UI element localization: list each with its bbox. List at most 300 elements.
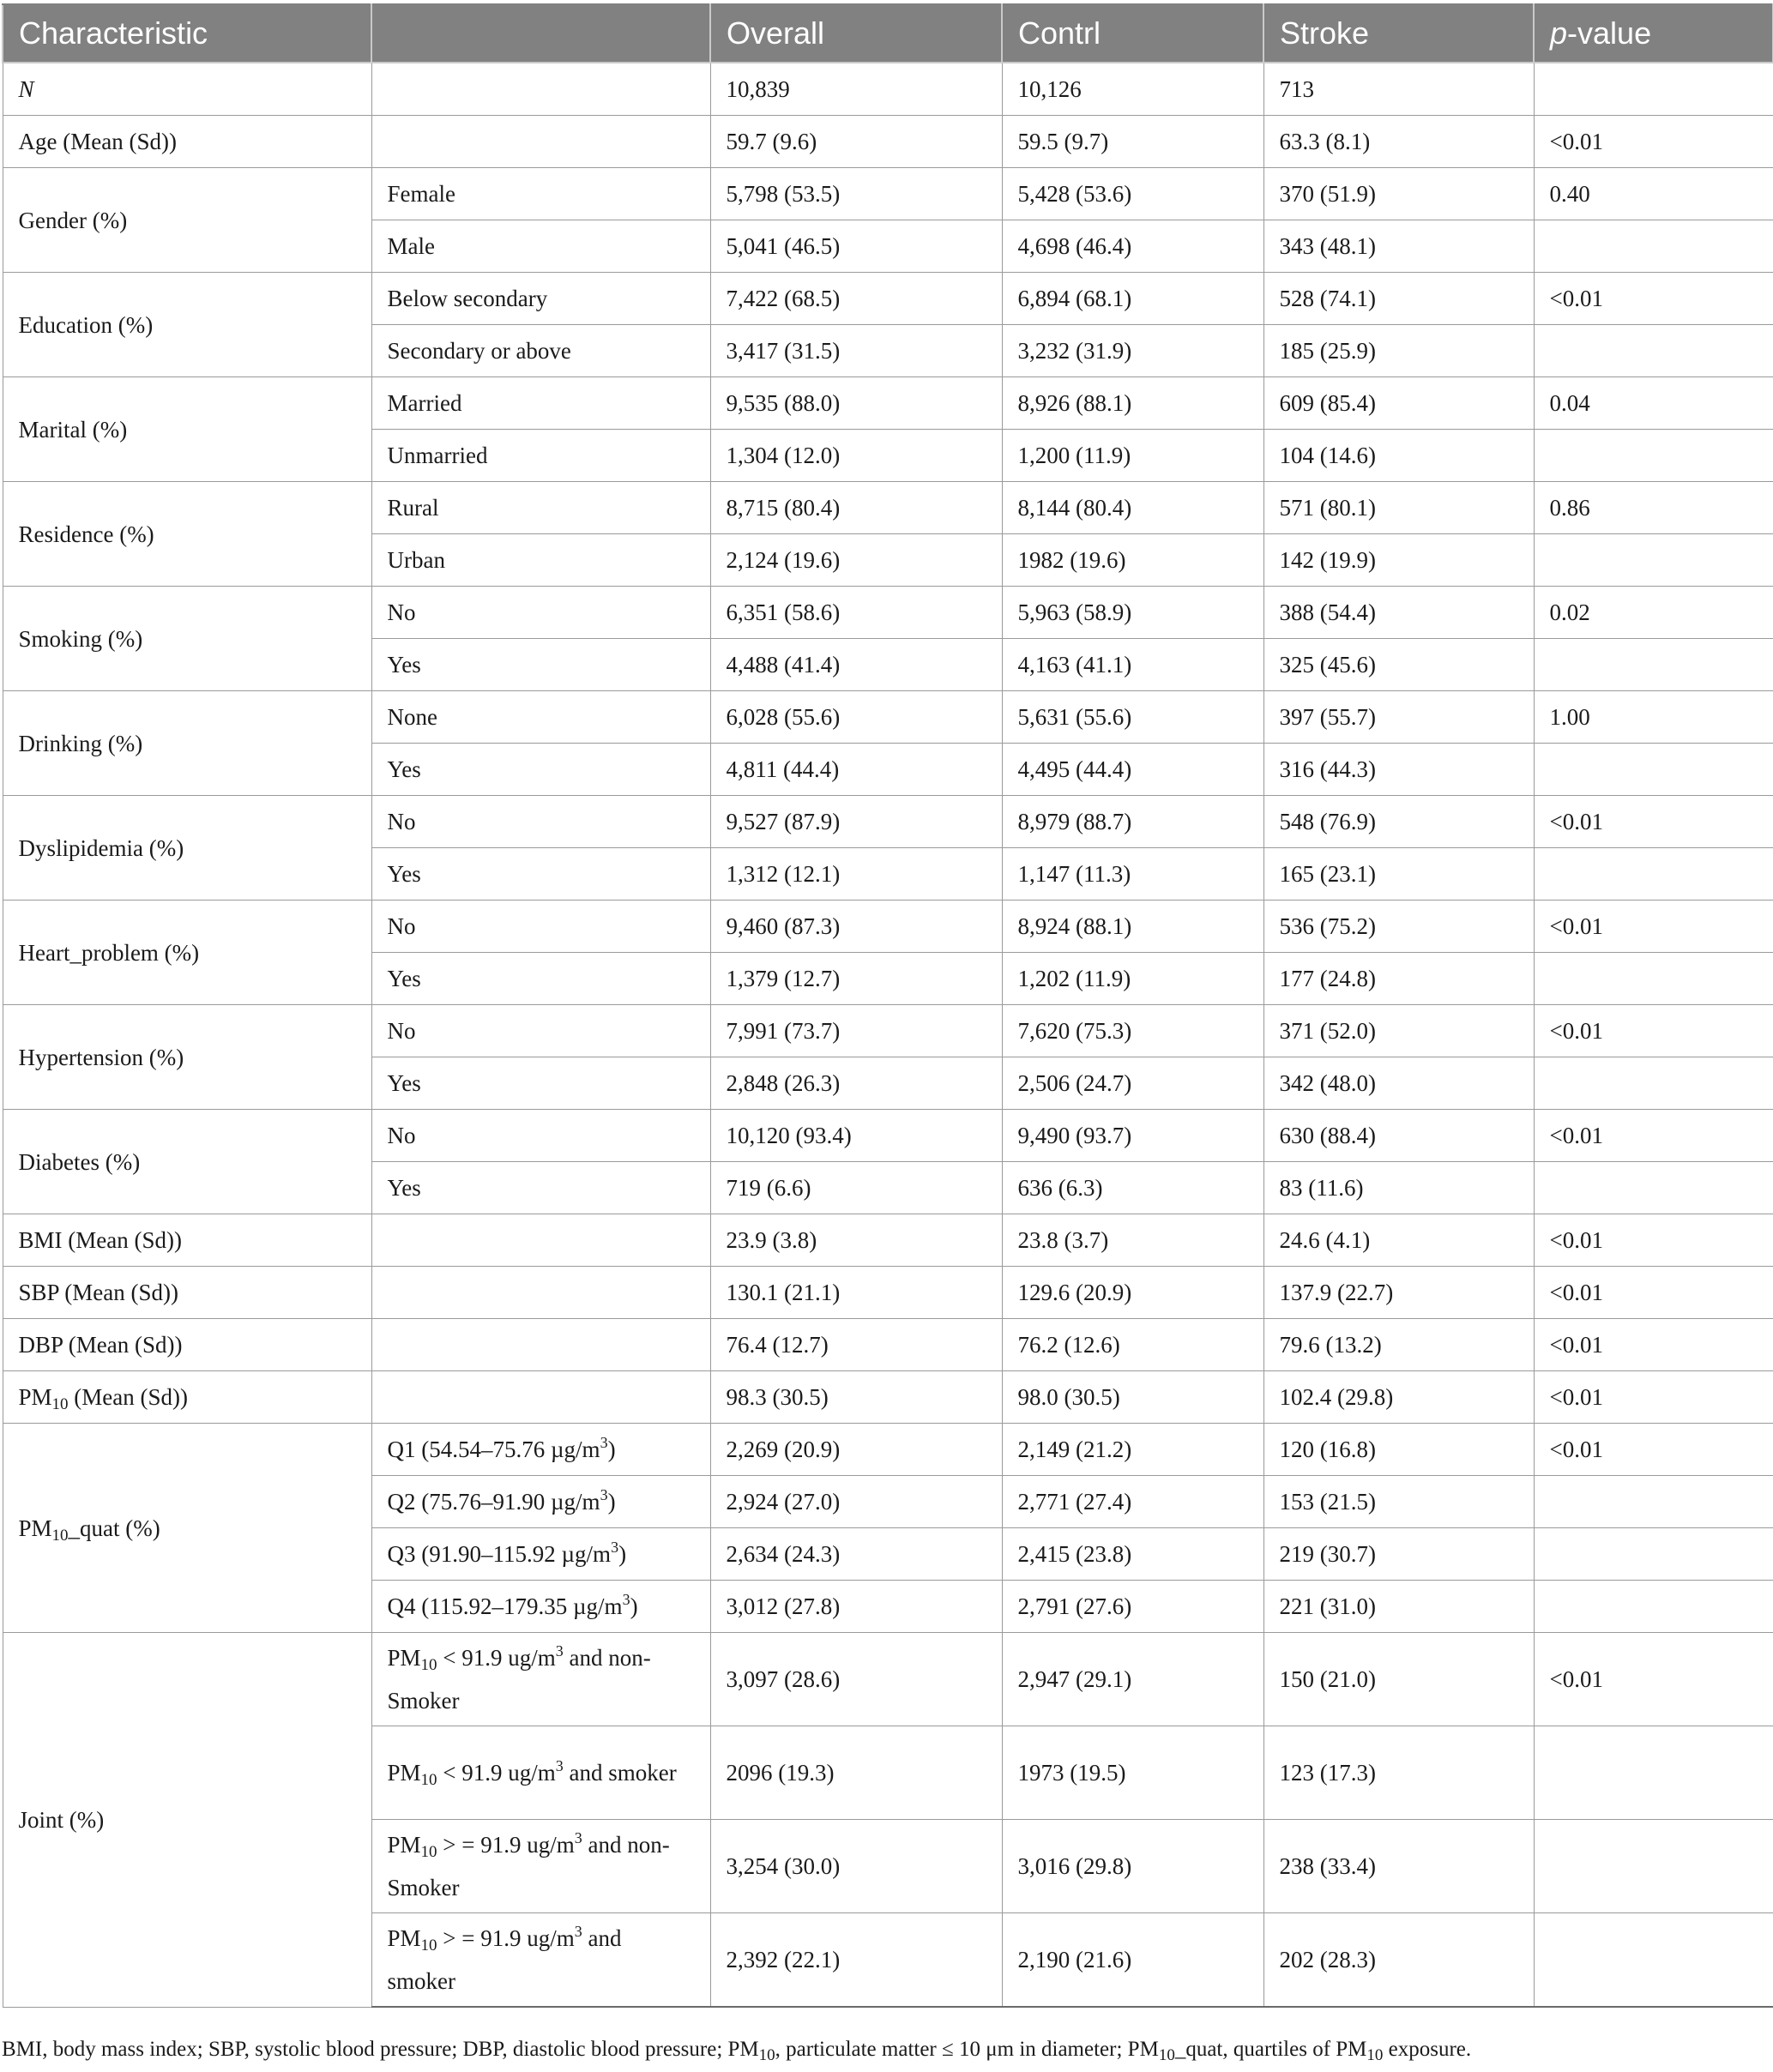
subgroup-cell [371,1726,710,1820]
p-value-cell [1534,1581,1773,1633]
p-value-cell [1534,1476,1773,1528]
footnote-text: BMI, body mass index; SBP, systolic blood pressure; DBP, diastolic blood pressure; PM [2,2038,759,2061]
overall-cell: 59.7 (9.6) [710,116,1002,168]
overall-cell: 3,097 (28.6) [710,1633,1002,1726]
subgroup-cell [371,1820,710,1913]
subgroup-cell [371,1319,710,1371]
footnote-subscript: 10 [1366,2046,1384,2064]
characteristic-label: Heart_problem (%) [18,939,200,966]
table-row [3,63,1773,116]
contrl-cell: 2,771 (27.4) [1002,1476,1263,1528]
overall-cell: 2,634 (24.3) [710,1528,1002,1581]
contrl-cell: 2,791 (27.6) [1002,1581,1263,1633]
p-value-cell: <0.01 [1534,116,1773,168]
subgroup-superscript: 3 [622,1591,630,1608]
footnote-subscript: 10 [1158,2046,1175,2064]
subgroup-cell [371,482,710,534]
contrl-cell: 8,926 (88.1) [1002,377,1263,430]
header-p-word: value [1577,15,1652,51]
subgroup-label: Yes [387,861,421,887]
overall-cell: 6,351 (58.6) [710,587,1002,639]
p-value-cell: <0.01 [1534,1214,1773,1267]
contrl-cell: 6,894 (68.1) [1002,273,1263,325]
overall-cell: 2,269 (20.9) [710,1424,1002,1476]
subgroup-label: Secondary or above [387,338,571,364]
table-row [3,900,1773,953]
p-value-cell: <0.01 [1534,1267,1773,1319]
characteristic-label: Diabetes (%) [18,1148,141,1175]
stroke-cell: 102.4 (29.8) [1263,1371,1534,1424]
table-row [3,1371,1773,1424]
stroke-cell: 528 (74.1) [1263,273,1534,325]
contrl-cell: 129.6 (20.9) [1002,1267,1263,1319]
overall-cell: 1,312 (12.1) [710,848,1002,900]
characteristic-subscript: 10 [51,1526,69,1545]
table-row [3,1110,1773,1162]
contrl-cell: 3,232 (31.9) [1002,325,1263,377]
subgroup-superscript: 3 [574,1923,582,1940]
contrl-cell: 59.5 (9.7) [1002,116,1263,168]
p-value-cell [1534,430,1773,482]
overall-cell: 2,924 (27.0) [710,1476,1002,1528]
stroke-cell: 137.9 (22.7) [1263,1267,1534,1319]
characteristic-cell [3,1424,371,1633]
stroke-cell: 371 (52.0) [1263,1005,1534,1057]
stroke-cell: 202 (28.3) [1263,1913,1534,2008]
contrl-cell: 2,149 (21.2) [1002,1424,1263,1476]
subgroup-cell [371,587,710,639]
contrl-cell: 1,147 (11.3) [1002,848,1263,900]
characteristic-cell [3,1267,371,1319]
p-value-cell [1534,325,1773,377]
overall-cell: 2096 (19.3) [710,1726,1002,1820]
subgroup-text: PM [387,1832,421,1858]
table-row [3,691,1773,744]
subgroup-label-tail: ) [607,1489,616,1515]
p-value-cell: <0.01 [1534,1005,1773,1057]
stroke-cell: 104 (14.6) [1263,430,1534,482]
overall-cell: 7,422 (68.5) [710,273,1002,325]
subgroup-text: and smoker [563,1760,677,1786]
contrl-cell: 1973 (19.5) [1002,1726,1263,1820]
subgroup-label: Married [387,390,462,416]
characteristic-label: PM [18,1384,52,1410]
characteristic-cell [3,900,371,1005]
table-row [3,1319,1773,1371]
stroke-cell: 185 (25.9) [1263,325,1534,377]
overall-cell: 5,041 (46.5) [710,220,1002,273]
subgroup-cell [371,273,710,325]
contrl-cell: 8,979 (88.7) [1002,796,1263,848]
p-value-cell: <0.01 [1534,1633,1773,1726]
table-row [3,1267,1773,1319]
stroke-cell: 630 (88.4) [1263,1110,1534,1162]
table-row [3,482,1773,534]
subgroup-subscript: 10 [420,1771,437,1789]
characteristic-cell [3,377,371,482]
characteristic-label: PM [18,1515,52,1541]
subgroup-cell [371,639,710,691]
header-p-dash: - [1567,15,1578,51]
overall-cell: 8,715 (80.4) [710,482,1002,534]
characteristic-cell [3,482,371,587]
overall-cell: 10,120 (93.4) [710,1110,1002,1162]
characteristic-cell [3,273,371,377]
subgroup-label: No [387,913,416,939]
subgroup-cell [371,1528,710,1581]
stroke-cell: 153 (21.5) [1263,1476,1534,1528]
contrl-cell: 9,490 (93.7) [1002,1110,1263,1162]
p-value-cell [1534,1913,1773,2008]
subgroup-label: Urban [387,547,445,573]
contrl-cell: 636 (6.3) [1002,1162,1263,1214]
p-value-cell [1534,953,1773,1005]
subgroup-cell [371,1581,710,1633]
characteristic-cell [3,116,371,168]
contrl-cell: 2,506 (24.7) [1002,1057,1263,1110]
subgroup-cell [371,1476,710,1528]
contrl-cell: 1982 (19.6) [1002,534,1263,587]
subgroup-label: Rural [387,495,439,521]
table-row [3,116,1773,168]
subgroup-cell [371,377,710,430]
subgroup-cell [371,1162,710,1214]
subgroup-cell [371,1424,710,1476]
header-subgroup [371,4,710,63]
subgroup-label: Male [387,233,435,259]
subgroup-label-tail: ) [607,1437,616,1462]
p-value-cell: 0.86 [1534,482,1773,534]
characteristic-label-tail: _quat (%) [68,1515,160,1541]
stroke-cell: 343 (48.1) [1263,220,1534,273]
stroke-cell: 370 (51.9) [1263,168,1534,220]
characteristic-label: Education (%) [18,311,154,338]
characteristic-cell [3,1110,371,1214]
subgroup-cell [371,1633,710,1726]
subgroup-superscript: 3 [555,1642,564,1659]
characteristic-label: BMI (Mean (Sd)) [18,1227,182,1253]
characteristic-label: Joint (%) [18,1806,105,1833]
p-value-cell: <0.01 [1534,273,1773,325]
contrl-cell: 1,200 (11.9) [1002,430,1263,482]
subgroup-cell [371,900,710,953]
overall-cell: 5,798 (53.5) [710,168,1002,220]
contrl-cell: 23.8 (3.7) [1002,1214,1263,1267]
p-value-cell: 1.00 [1534,691,1773,744]
subgroup-text: < 91.9 ug/m [437,1645,556,1671]
p-value-cell [1534,220,1773,273]
contrl-cell: 5,428 (53.6) [1002,168,1263,220]
contrl-cell: 1,202 (11.9) [1002,953,1263,1005]
subgroup-subscript: 10 [420,1843,437,1861]
subgroup-superscript: 3 [555,1757,564,1774]
subgroup-superscript: 3 [574,1829,582,1846]
characteristic-label: Drinking (%) [18,730,143,756]
stroke-cell: 120 (16.8) [1263,1424,1534,1476]
p-value-cell: <0.01 [1534,1424,1773,1476]
stroke-cell: 79.6 (13.2) [1263,1319,1534,1371]
stroke-cell: 24.6 (4.1) [1263,1214,1534,1267]
p-value-cell [1534,63,1773,116]
overall-cell: 7,991 (73.7) [710,1005,1002,1057]
subgroup-label: Q1 (54.54–75.76 µg/m [387,1437,600,1462]
table-row [3,1214,1773,1267]
subgroup-cell [371,1267,710,1319]
subgroup-text: > = 91.9 ug/m [437,1832,575,1858]
characteristic-cell [3,587,371,691]
subgroup-subscript: 10 [420,1656,437,1674]
p-value-cell [1534,848,1773,900]
header-overall: Overall [710,4,1002,63]
contrl-cell: 2,415 (23.8) [1002,1528,1263,1581]
subgroup-cell [371,953,710,1005]
subgroup-text: and non-Smoker [387,1645,651,1714]
subgroup-cell [371,1214,710,1267]
contrl-cell: 5,631 (55.6) [1002,691,1263,744]
stroke-cell: 123 (17.3) [1263,1726,1534,1820]
stroke-cell: 397 (55.7) [1263,691,1534,744]
characteristic-cell [3,1319,371,1371]
overall-cell: 719 (6.6) [710,1162,1002,1214]
subgroup-text: > = 91.9 ug/m [437,1925,575,1951]
subgroup-label: Female [387,181,455,207]
table-row [3,168,1773,220]
subgroup-cell [371,430,710,482]
subgroup-label: Below secondary [387,286,548,311]
subgroup-cell [371,1005,710,1057]
characteristic-cell [3,1214,371,1267]
overall-cell: 2,124 (19.6) [710,534,1002,587]
stroke-cell: 219 (30.7) [1263,1528,1534,1581]
subgroup-label-tail: ) [618,1541,627,1567]
subgroup-label: Unmarried [387,443,488,468]
characteristic-label: DBP (Mean (Sd)) [18,1332,183,1358]
stroke-cell: 316 (44.3) [1263,744,1534,796]
stroke-cell: 150 (21.0) [1263,1633,1534,1726]
footnote-text: , particulate matter ≤ 10 μm in diameter; PM [775,2038,1159,2061]
subgroup-text: and non-Smoker [387,1832,670,1900]
subgroup-cell [371,325,710,377]
header-p-letter: p [1550,15,1568,51]
p-value-cell: <0.01 [1534,1110,1773,1162]
subgroup-cell [371,534,710,587]
contrl-cell: 4,495 (44.4) [1002,744,1263,796]
subgroup-label: No [387,1123,416,1148]
subgroup-text: and smoker [387,1925,622,1994]
contrl-cell: 4,163 (41.1) [1002,639,1263,691]
subgroup-cell [371,1371,710,1424]
stroke-cell: 165 (23.1) [1263,848,1534,900]
table-body [3,63,1773,2007]
contrl-cell: 7,620 (75.3) [1002,1005,1263,1057]
overall-cell: 10,839 [710,63,1002,116]
p-value-cell [1534,1528,1773,1581]
characteristic-label: Hypertension (%) [18,1044,184,1070]
subgroup-label: Q3 (91.90–115.92 µg/m [387,1541,612,1567]
contrl-cell: 98.0 (30.5) [1002,1371,1263,1424]
stroke-cell: 325 (45.6) [1263,639,1534,691]
subgroup-label: Q2 (75.76–91.90 µg/m [387,1489,600,1515]
overall-cell: 9,527 (87.9) [710,796,1002,848]
header-stroke: Stroke [1263,4,1534,63]
subgroup-cell [371,116,710,168]
stroke-cell: 238 (33.4) [1263,1820,1534,1913]
overall-cell: 9,460 (87.3) [710,900,1002,953]
characteristic-label: Residence (%) [18,521,154,547]
subgroup-cell [371,744,710,796]
characteristic-label: Marital (%) [18,416,128,443]
overall-cell: 130.1 (21.1) [710,1267,1002,1319]
contrl-cell: 4,698 (46.4) [1002,220,1263,273]
subgroup-text: PM [387,1760,421,1786]
stroke-cell: 536 (75.2) [1263,900,1534,953]
header-p-value [1534,4,1773,63]
overall-cell: 2,848 (26.3) [710,1057,1002,1110]
subgroup-label: No [387,1018,416,1044]
characteristic-cell [3,1633,371,2008]
p-value-cell: 0.40 [1534,168,1773,220]
subgroup-superscript: 3 [600,1434,608,1451]
subgroup-text: PM [387,1925,421,1951]
subgroup-cell [371,63,710,116]
table-row [3,1633,1773,1726]
characteristic-cell [3,691,371,796]
table-row [3,587,1773,639]
characteristic-label: SBP (Mean (Sd)) [18,1280,178,1305]
characteristic-cell [3,1371,371,1424]
characteristic-label-tail: (Mean (Sd)) [68,1384,188,1410]
characteristic-label: Gender (%) [18,207,128,233]
overall-cell: 4,488 (41.4) [710,639,1002,691]
p-value-cell: 0.02 [1534,587,1773,639]
stroke-cell: 83 (11.6) [1263,1162,1534,1214]
header-contrl: Contrl [1002,4,1263,63]
contrl-cell: 8,144 (80.4) [1002,482,1263,534]
overall-cell: 4,811 (44.4) [710,744,1002,796]
p-value-cell: <0.01 [1534,1371,1773,1424]
subgroup-superscript: 3 [600,1486,608,1503]
subgroup-cell [371,796,710,848]
overall-cell: 98.3 (30.5) [710,1371,1002,1424]
contrl-cell: 2,947 (29.1) [1002,1633,1263,1726]
header-row [3,4,1773,63]
characteristic-label: Dyslipidemia (%) [18,834,184,861]
overall-cell: 23.9 (3.8) [710,1214,1002,1267]
p-value-cell [1534,1162,1773,1214]
contrl-cell: 10,126 [1002,63,1263,116]
footnote-text: exposure. [1383,2038,1472,2061]
subgroup-text: < 91.9 ug/m [437,1760,556,1786]
p-value-cell: <0.01 [1534,796,1773,848]
characteristic-label: Smoking (%) [18,625,143,652]
overall-cell: 3,417 (31.5) [710,325,1002,377]
p-value-cell [1534,639,1773,691]
overall-cell: 1,379 (12.7) [710,953,1002,1005]
table-footnote [2,2038,1471,2062]
p-value-cell [1534,1726,1773,1820]
subgroup-label: Q4 (115.92–179.35 µg/m [387,1593,623,1619]
characteristic-label: N [18,76,34,102]
subgroup-subscript: 10 [420,1936,437,1955]
p-value-cell: <0.01 [1534,1319,1773,1371]
subgroup-label: Yes [387,756,421,782]
contrl-cell: 3,016 (29.8) [1002,1820,1263,1913]
p-value-cell: 0.04 [1534,377,1773,430]
characteristic-cell [3,1005,371,1110]
p-value-cell [1534,1820,1773,1913]
stroke-cell: 548 (76.9) [1263,796,1534,848]
subgroup-label: Yes [387,1175,421,1201]
baseline-characteristics-table [2,3,1773,2008]
table-row [3,1005,1773,1057]
p-value-cell [1534,534,1773,587]
contrl-cell: 5,963 (58.9) [1002,587,1263,639]
subgroup-cell [371,691,710,744]
p-value-cell [1534,744,1773,796]
stroke-cell: 342 (48.0) [1263,1057,1534,1110]
table-row [3,1424,1773,1476]
subgroup-cell [371,1913,710,2008]
overall-cell: 6,028 (55.6) [710,691,1002,744]
characteristic-subscript: 10 [51,1395,69,1413]
overall-cell: 76.4 (12.7) [710,1319,1002,1371]
table-row [3,796,1773,848]
subgroup-label-tail: ) [630,1593,638,1619]
table-row [3,377,1773,430]
stroke-cell: 63.3 (8.1) [1263,116,1534,168]
subgroup-cell [371,168,710,220]
characteristic-cell [3,796,371,900]
subgroup-cell [371,1057,710,1110]
overall-cell: 9,535 (88.0) [710,377,1002,430]
table-row [3,273,1773,325]
contrl-cell: 8,924 (88.1) [1002,900,1263,953]
p-value-cell [1534,1057,1773,1110]
header-characteristic: Characteristic [3,4,371,63]
subgroup-label: Yes [387,652,421,678]
contrl-cell: 76.2 (12.6) [1002,1319,1263,1371]
stroke-cell: 221 (31.0) [1263,1581,1534,1633]
subgroup-label: None [387,704,437,730]
stroke-cell: 177 (24.8) [1263,953,1534,1005]
subgroup-cell [371,1110,710,1162]
p-value-cell: <0.01 [1534,900,1773,953]
subgroup-label: Yes [387,1070,421,1096]
overall-cell: 2,392 (22.1) [710,1913,1002,2008]
subgroup-label: No [387,599,416,625]
characteristic-label: Age (Mean (Sd)) [18,129,177,154]
stroke-cell: 388 (54.4) [1263,587,1534,639]
overall-cell: 1,304 (12.0) [710,430,1002,482]
characteristic-cell [3,168,371,273]
characteristic-cell [3,63,371,116]
subgroup-text: PM [387,1645,421,1671]
subgroup-label: No [387,809,416,834]
stroke-cell: 609 (85.4) [1263,377,1534,430]
subgroup-cell [371,848,710,900]
footnote-text: _quat, quartiles of PM [1174,2038,1367,2061]
stroke-cell: 713 [1263,63,1534,116]
subgroup-cell [371,220,710,273]
overall-cell: 3,012 (27.8) [710,1581,1002,1633]
subgroup-label: Yes [387,966,421,991]
footnote-subscript: 10 [758,2046,775,2064]
contrl-cell: 2,190 (21.6) [1002,1913,1263,2008]
stroke-cell: 142 (19.9) [1263,534,1534,587]
overall-cell: 3,254 (30.0) [710,1820,1002,1913]
subgroup-superscript: 3 [611,1539,619,1556]
stroke-cell: 571 (80.1) [1263,482,1534,534]
